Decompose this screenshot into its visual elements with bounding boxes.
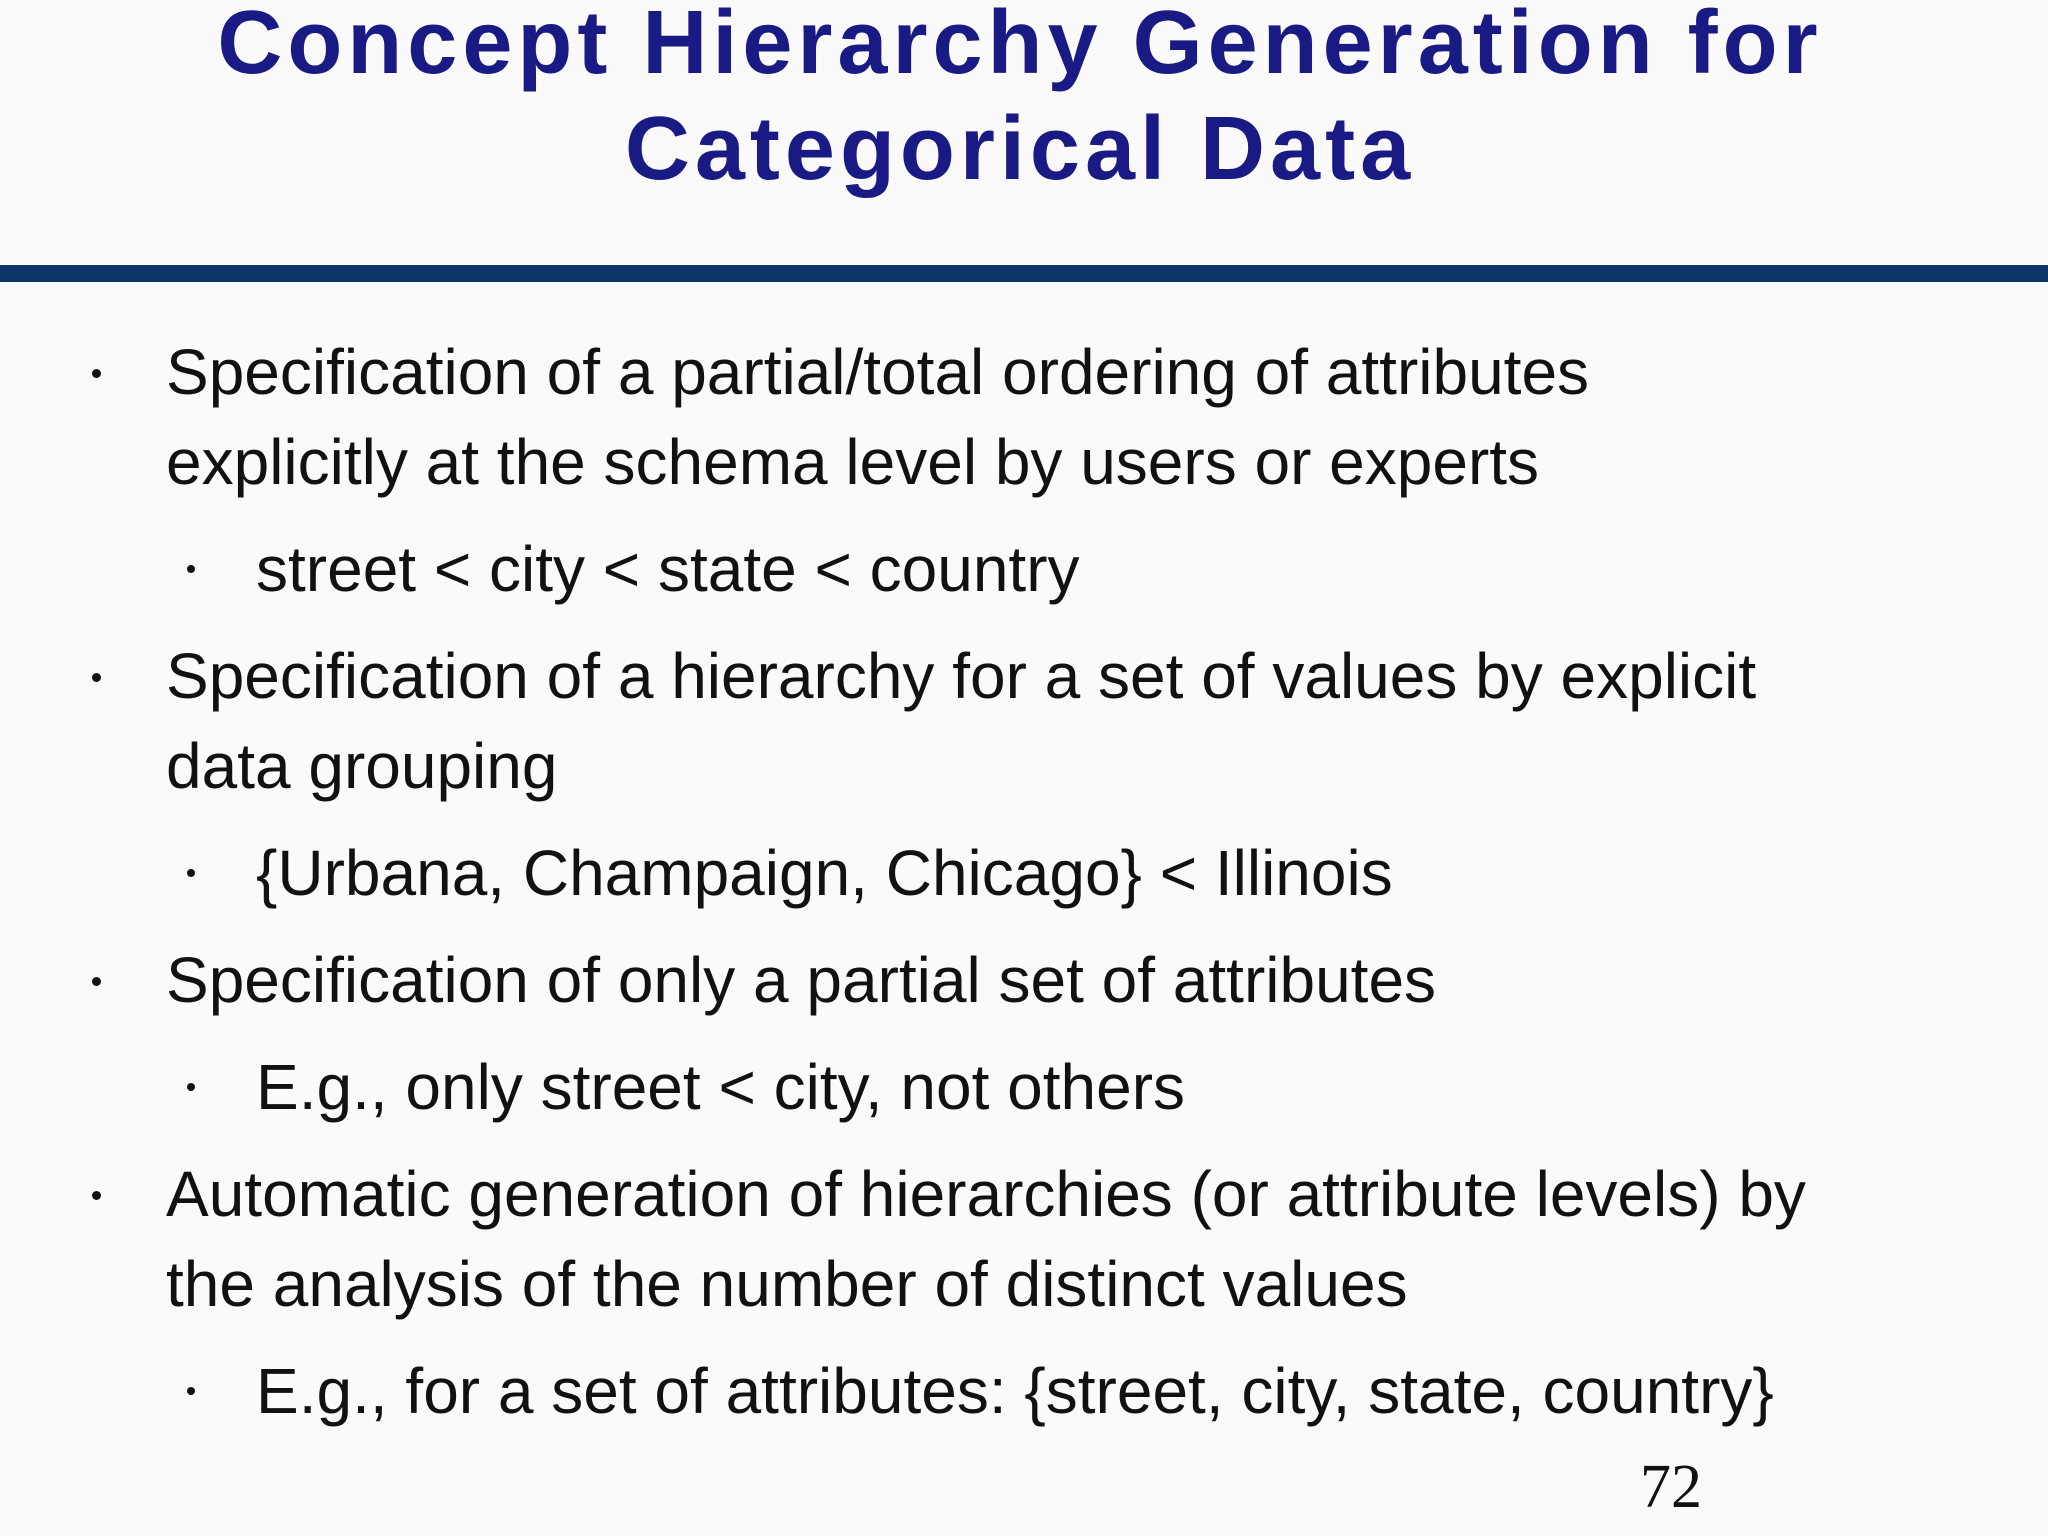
bullet-2-line-1: Specification of a hierarchy for a set of values by explicit (166, 640, 1757, 712)
bullet-4-sub-marker (187, 1387, 195, 1395)
bullet-3-sub-marker (187, 1083, 195, 1091)
slide-title (0, 0, 2040, 202)
bullet-4-marker (92, 1191, 101, 1200)
bullet-2-sub-item: {Urbana, Champaign, Chicago} < Illinois (256, 837, 1393, 909)
bullet-3-line-1: Specification of only a partial set of attributes (166, 944, 1437, 1016)
bullet-1-marker (92, 369, 101, 378)
slide-title-line-2: Categorical Data (624, 99, 1416, 199)
bullet-1-sub-item: street < city < state < country (256, 533, 1080, 605)
page-number: 72 (1640, 1453, 1702, 1521)
bullet-2-sub-marker (187, 869, 195, 877)
bullet-1-line-2: explicitly at the schema level by users or experts (166, 426, 1540, 498)
bullet-4-sub-item: E.g., for a set of attributes: {street, city, state, country} (256, 1355, 1774, 1427)
slide-title-line-1: Concept Hierarchy Generation for (217, 0, 1823, 93)
bullet-4-line-2: the analysis of the number of distinct values (166, 1248, 1408, 1320)
bullet-1-line-1: Specification of a partial/total ordering of attributes (166, 336, 1590, 408)
bullet-1-sub-marker (187, 565, 195, 573)
bullet-2-marker (92, 673, 101, 682)
bullet-4-line-1: Automatic generation of hierarchies (or attribute levels) by (166, 1158, 1806, 1230)
bullet-3-marker (92, 977, 101, 986)
bullet-2-line-2: data grouping (166, 730, 558, 802)
title-divider (0, 265, 2048, 282)
bullet-3-sub-item: E.g., only street < city, not others (256, 1051, 1186, 1123)
